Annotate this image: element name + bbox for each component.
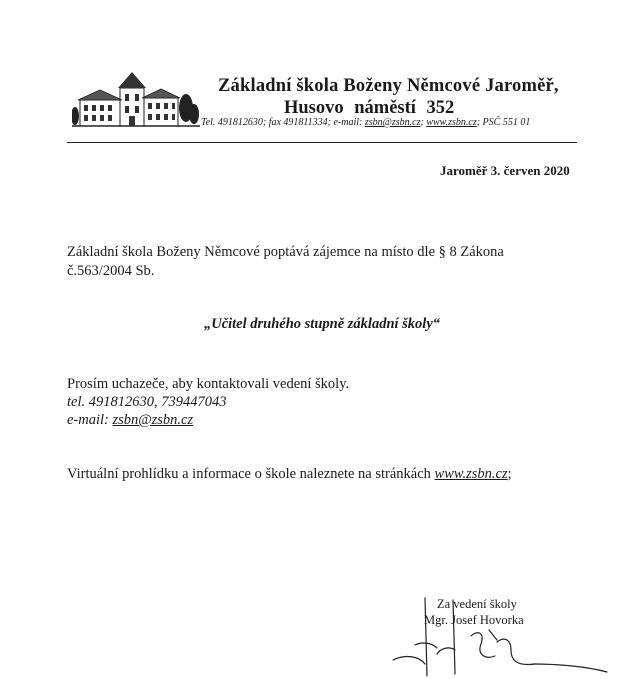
email-label: e-mail: [67, 412, 113, 428]
letter-date: Jaroměř 3. červen 2020 [440, 163, 570, 178]
web-link[interactable]: www.zsbn.cz [434, 466, 508, 482]
web-text: Virtuální prohlídku a informace o škole naleznete na stránkách [67, 466, 435, 482]
web-paragraph [67, 466, 512, 483]
school-address: Husovo náměstí 352 [284, 98, 455, 118]
contact-separator: ; [420, 117, 427, 128]
email-line [67, 412, 193, 429]
contact-email-link[interactable]: zsbn@zsbn.cz [364, 117, 421, 128]
position-title: „Učitel druhého stupně základní školy“ [203, 316, 441, 332]
contact-prefix: Tel. 491812630; fax 491811334; e-mail: [201, 117, 365, 128]
intro-paragraph: Základní škola Boženy Němcové poptává zájemce na místo dle § 8 Zákona č.563/2004 Sb. [67, 244, 504, 279]
contact-web-link[interactable]: www.zsbn.cz [426, 117, 477, 128]
contact-line [201, 117, 530, 128]
phone-line: tel. 491812630, 739447043 [67, 394, 227, 410]
contact-suffix: ; PSČ 551 01 [476, 117, 531, 128]
school-name: Základní škola Boženy Němcové Jaroměř, [218, 76, 559, 96]
contact-request: Prosím uchazeče, aby kontaktovali vedení školy. [67, 376, 350, 392]
signature-name: Mgr. Josef Hovorka [424, 613, 524, 627]
school-building-icon [72, 70, 200, 130]
email-link[interactable]: zsbn@zsbn.cz [112, 412, 194, 428]
signature-role: Za vedení školy [437, 597, 517, 611]
header-divider [67, 142, 577, 143]
web-suffix: ; [507, 466, 512, 482]
